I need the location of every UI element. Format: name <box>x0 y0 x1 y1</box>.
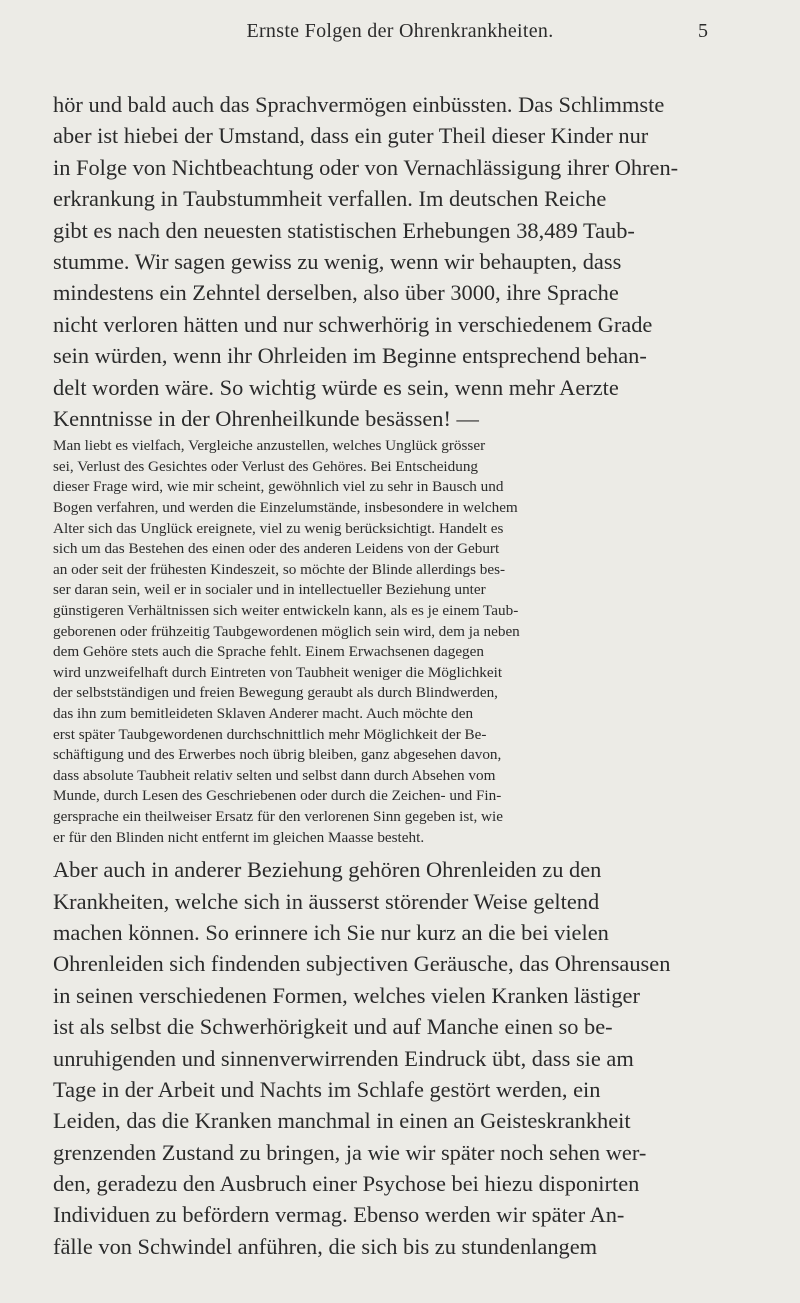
note-line: sei, Verlust des Gesichtes oder Verlust des Gehöres. Bei Entscheidung <box>53 457 479 475</box>
note-line: Alter sich das Unglück ereignete, viel zu wenig berücksichtigt. Handelt es <box>53 519 504 537</box>
text-line: mindestens ein Zehntel derselben, also über 3000, ihre Sprache <box>53 280 619 306</box>
text-line: Krankheiten, welche sich in äusserst störender Weise geltend <box>53 888 600 914</box>
paragraph-1 <box>53 89 713 434</box>
text-line: erkrankung in Taubstummheit verfallen. Im deutschen Reiche <box>53 186 607 212</box>
note-line: Munde, durch Lesen des Geschriebenen oder durch die Zeichen- und Fin- <box>53 787 502 805</box>
text-line: machen können. So erinnere ich Sie nur kurz an die bei vielen <box>53 919 609 945</box>
note-line: erst später Taubgewordenen durchschnittlich mehr Möglichkeit der Be- <box>53 725 487 743</box>
note-line: günstigeren Verhältnissen sich weiter entwickeln kann, als es je einem Taub- <box>53 602 519 620</box>
note-line: er für den Blinden nicht entfernt im gleichen Maasse besteht. <box>53 828 425 846</box>
note-line: dass absolute Taubheit relativ selten und selbst dann durch Absehen vom <box>53 766 496 784</box>
text-line: delt worden wäre. So wichtig würde es sein, wenn mehr Aerzte <box>53 374 619 400</box>
text-line: in Folge von Nichtbeachtung oder von Vernachlässigung ihrer Ohren- <box>53 154 679 180</box>
text-line: unruhigenden und sinnenverwirrenden Eindruck übt, dass sie am <box>53 1045 634 1071</box>
text-line: Individuen zu befördern vermag. Ebenso werden wir später An- <box>53 1202 625 1228</box>
note-line: geborenen oder frühzeitig Taubgewordenen möglich sein wird, dem ja neben <box>53 622 520 640</box>
body-text <box>53 89 713 1262</box>
footnote-paragraph <box>53 436 713 848</box>
note-line: Bogen verfahren, und werden die Einzelumstände, insbesondere in welchem <box>53 499 518 517</box>
text-line: Leiden, das die Kranken manchmal in einen an Geisteskrankheit <box>53 1108 631 1134</box>
text-line: Tage in der Arbeit und Nachts im Schlafe gestört werden, ein <box>53 1076 601 1102</box>
page-header <box>0 20 800 60</box>
text-line: in seinen verschiedenen Formen, welches vielen Kranken lästiger <box>53 982 640 1008</box>
note-line: wird unzweifelhaft durch Eintreten von Taubheit weniger die Möglichkeit <box>53 663 503 681</box>
note-line: gersprache ein theilweiser Ersatz für den verlorenen Sinn gegeben ist, wie <box>53 807 503 825</box>
text-line: grenzenden Zustand zu bringen, ja wie wir später noch sehen wer- <box>53 1139 647 1165</box>
text-line: aber ist hiebei der Umstand, dass ein guter Theil dieser Kinder nur <box>53 123 649 149</box>
text-line: gibt es nach den neuesten statistischen Erhebungen 38,489 Taub- <box>53 217 635 243</box>
page-number: 5 <box>698 20 708 42</box>
note-line: das ihn zum bemitleideten Sklaven Anderer macht. Auch möchte den <box>53 705 474 723</box>
note-line: dieser Frage wird, wie mir scheint, gewöhnlich viel zu sehr in Bausch und <box>53 478 504 496</box>
text-line: nicht verloren hätten und nur schwerhörig in verschiedenem Grade <box>53 311 653 337</box>
note-line: an oder seit der frühesten Kindeszeit, so möchte der Blinde allerdings bes- <box>53 560 506 578</box>
note-line: schäftigung und des Erwerbes noch übrig bleiben, ganz abgesehen davon, <box>53 746 502 764</box>
running-title: Ernste Folgen der Ohrenkrankheiten. <box>246 20 554 42</box>
text-line: hör und bald auch das Sprachvermögen einbüssten. Das Schlimmste <box>53 92 665 117</box>
text-line: Kenntnisse in der Ohrenheilkunde besässen! — <box>53 405 479 431</box>
text-line: ist als selbst die Schwerhörigkeit und auf Manche einen so be- <box>53 1014 613 1040</box>
text-line: den, geradezu den Ausbruch einer Psychose bei hiezu disponirten <box>53 1171 640 1197</box>
note-line: ser daran sein, weil er in socialer und in intellectueller Beziehung unter <box>53 581 486 599</box>
text-line: stumme. Wir sagen gewiss zu wenig, wenn wir behaupten, dass <box>53 248 622 274</box>
text-line: sein würden, wenn ihr Ohrleiden im Beginne entsprechend behan- <box>53 343 647 369</box>
note-line: Man liebt es vielfach, Vergleiche anzustellen, welches Unglück grösser <box>53 437 486 455</box>
note-line: dem Gehöre stets auch die Sprache fehlt. Einem Erwachsenen dagegen <box>53 643 484 661</box>
note-line: sich um das Bestehen des einen oder des anderen Leidens von der Geburt <box>53 540 500 558</box>
paragraph-2 <box>53 854 713 1262</box>
note-line: der selbstständigen und freien Bewegung geraubt als durch Blindwerden, <box>53 684 498 702</box>
text-line: Aber auch in anderer Beziehung gehören Ohrenleiden zu den <box>53 857 602 883</box>
text-line: fälle von Schwindel anführen, die sich bis zu stundenlangem <box>53 1233 598 1259</box>
text-line: Ohrenleiden sich findenden subjectiven Geräusche, das Ohrensausen <box>53 951 671 977</box>
